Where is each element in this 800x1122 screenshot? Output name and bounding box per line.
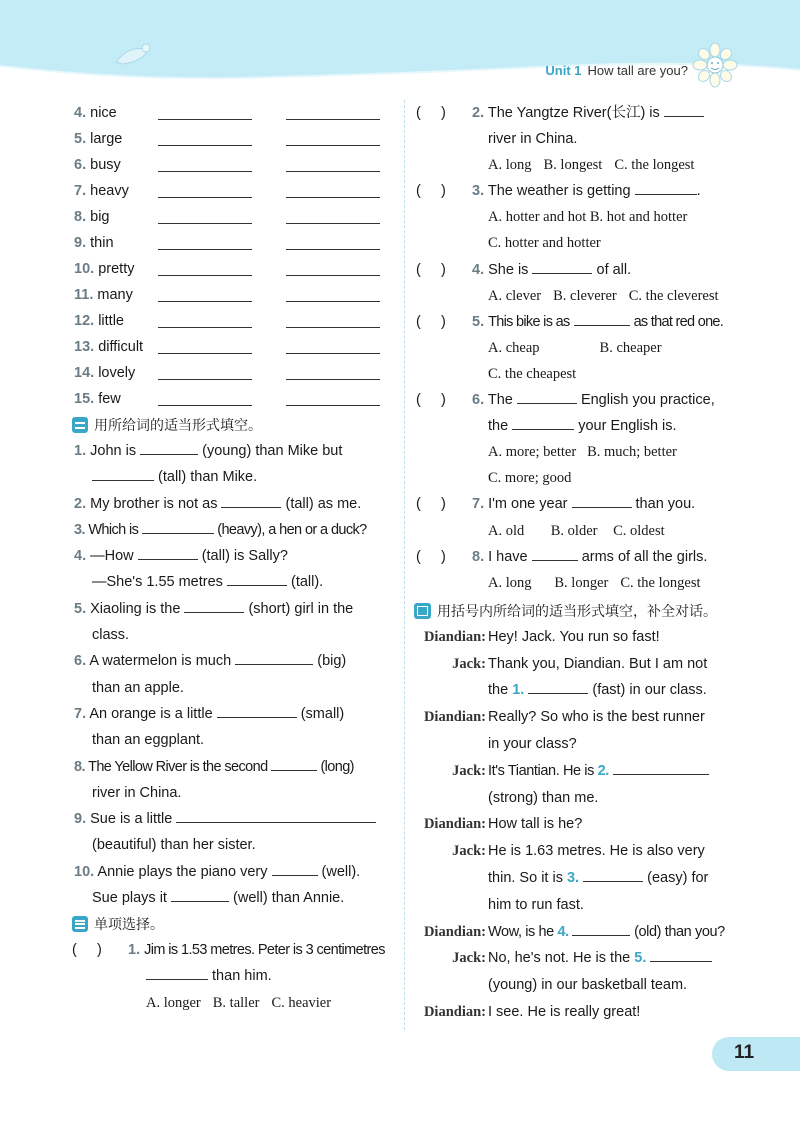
section-4-badge-icon [414,603,431,619]
answer-blank[interactable] [528,679,588,694]
superlative-blank[interactable] [286,145,380,146]
s2-q1-cont: (tall) than Mike. [74,464,394,490]
option-a[interactable]: A. long [488,574,532,591]
word-text: pretty [98,261,135,277]
word-number: 11. [74,287,94,303]
answer-blank[interactable] [92,466,154,481]
superlative-blank[interactable] [286,301,380,302]
left-column [74,100,394,1016]
dialogue-line-6-cont: thin. So it is 3. (easy) for [416,865,736,892]
dialogue-line-8: Jack: No, he's not. He is the 5. [416,945,736,972]
superlative-blank[interactable] [286,171,380,172]
s3-q1: ( ) 1. Jim is 1.53 metres. Peter is 3 centimetres [72,942,385,959]
answer-blank[interactable] [517,389,577,404]
word-number: 5. [74,131,87,147]
comparative-blank[interactable] [158,197,252,198]
sun-flower-icon [692,42,738,88]
comparative-blank[interactable] [158,353,252,354]
superlative-blank[interactable] [286,197,380,198]
s2-q10: 10. Annie plays the piano very (well). [74,859,394,885]
answer-blank[interactable] [176,808,376,823]
answer-blank[interactable] [512,415,574,430]
answer-blank[interactable] [272,861,318,876]
answer-blank[interactable] [235,650,313,665]
section-2-title: 用所给词的适当形式填空。 [94,417,262,433]
comparative-blank[interactable] [158,249,252,250]
column-divider [404,100,405,1030]
comparative-blank[interactable] [158,405,252,406]
option-b[interactable]: B. much; better [587,444,677,461]
s2-q4: 4. —How (tall) is Sally? [74,543,394,569]
s3-q6: ( ) 6. The English you practice, [416,387,736,413]
dialogue-line-2: Jack: Thank you, Diandian. But I am not [452,655,708,672]
option-b[interactable]: B. longer [554,574,609,591]
answer-blank[interactable] [184,598,244,613]
dialogue-line-2-cont: the 1. (fast) in our class. [416,677,736,704]
option-a[interactable]: A. old [488,522,525,539]
option-c[interactable]: C. the longest [614,157,695,174]
word-number: 7. [74,183,87,199]
word-row [74,256,394,282]
answer-blank[interactable] [271,756,317,771]
comparative-blank[interactable] [158,145,252,146]
word-number: 10. [74,261,95,277]
unit-title [545,63,688,78]
s3-q6-cont: the your English is. [416,413,736,439]
superlative-blank[interactable] [286,327,380,328]
dialogue-line-7: Diandian: Wow, is he 4. (old) than you? [416,919,736,946]
s2-q8-cont: river in China. [92,784,182,801]
section-4-title: 用括号内所给词的适当形式填空，补全对话。 [437,602,717,619]
s2-q5-cont: class. [92,627,130,644]
word-list [74,100,394,412]
comparative-blank[interactable] [158,327,252,328]
answer-blank[interactable] [532,259,592,274]
comparative-blank[interactable] [158,119,252,120]
answer-blank[interactable] [217,703,297,718]
s2-q4-cont: —She's 1.55 metres (tall). [74,569,394,595]
answer-blank[interactable] [146,965,208,980]
word-number: 13. [74,339,95,355]
unit-label: Unit 1 [545,63,582,78]
section-2-heading [72,412,394,438]
option-a[interactable]: A. cheap [488,339,540,356]
s3-q3-options-2 [416,230,736,256]
option-c[interactable]: C. oldest [613,522,665,539]
s3-q7-options [416,518,736,544]
s2-q10-cont: Sue plays it (well) than Annie. [74,885,394,911]
s3-q2-cont: river in China. [488,131,578,148]
answer-blank[interactable] [664,102,704,117]
answer-blank[interactable] [227,571,287,586]
option-a[interactable]: A. clever [488,287,542,304]
s3-q6-options-2 [416,465,736,491]
dialogue-line-1: Diandian: Hey! Jack. You run so fast! [423,628,660,645]
dialogue-line-8-cont: (young) in our basketball team. [488,977,688,994]
answer-blank[interactable] [574,311,630,326]
answer-blank[interactable] [613,760,709,775]
word-text: busy [90,157,121,173]
section-4-heading [414,598,736,624]
s2-q7-cont: than an eggplant. [92,732,205,749]
word-number: 6. [74,157,87,173]
word-text: lovely [98,365,136,381]
option-b[interactable]: B. taller [212,994,260,1011]
comparative-blank[interactable] [158,301,252,302]
s2-q5: 5. Xiaoling is the (short) girl in the [74,596,394,622]
answer-blank[interactable] [221,493,281,508]
word-row [74,386,394,412]
answer-blank[interactable] [650,947,712,962]
option-b[interactable]: B. older [550,522,598,539]
s3-q4: ( ) 4. She is of all. [416,257,736,283]
word-text: big [90,209,110,225]
s3-q1-options [74,990,394,1016]
answer-blank[interactable] [572,493,632,508]
option-a[interactable]: A. longer [146,994,201,1011]
word-number: 9. [74,235,87,251]
word-text: heavy [90,183,129,199]
s2-q2: 2. My brother is not as (tall) as me. [74,491,394,517]
word-number: 12. [74,313,95,329]
answer-blank[interactable] [532,546,578,561]
word-row [74,178,394,204]
word-row [74,282,394,308]
answer-blank[interactable] [171,887,229,902]
word-text: few [98,391,121,407]
word-text: large [90,131,123,147]
dialogue-line-6-cont-2: him to run fast. [488,896,584,913]
word-row [74,126,394,152]
section-2-badge-icon [72,417,88,433]
option-c[interactable]: C. the cleverest [628,287,719,304]
word-row [74,204,394,230]
option-a[interactable]: A. hotter and hot [488,209,587,226]
word-text: many [97,287,133,303]
s3-q5-options-2 [416,361,736,387]
s2-q8: 8. The Yellow River is the second (long) [74,754,394,780]
superlative-blank[interactable] [286,379,380,380]
s3-q7: ( ) 7. I'm one year than you. [416,491,736,517]
word-text: difficult [98,339,144,355]
option-a[interactable]: A. long [488,157,532,174]
word-number: 8. [74,209,87,225]
word-row [74,360,394,386]
s3-q4-options [416,283,736,309]
s2-q9: 9. Sue is a little [74,806,394,832]
word-number: 15. [74,391,95,407]
superlative-blank[interactable] [286,405,380,406]
option-b[interactable]: B. cleverer [553,287,617,304]
option-c[interactable]: C. more; good [488,470,572,487]
option-c[interactable]: C. the cheapest [488,365,577,382]
unit-name: How tall are you? [587,63,688,78]
word-row [74,334,394,360]
dialogue-line-3-cont: in your class? [488,735,577,752]
s2-q3: 3. Which is (heavy), a hen or a duck? [74,517,394,543]
word-row [74,152,394,178]
superlative-blank[interactable] [286,223,380,224]
s2-q9-cont: (beautiful) than her sister. [92,837,256,854]
word-row [74,230,394,256]
dialogue-line-4-cont: (strong) than me. [488,789,599,806]
dialogue-line-9: Diandian: I see. He is really great! [423,1003,641,1020]
answer-blank[interactable] [572,921,630,936]
comparative-blank[interactable] [158,171,252,172]
dialogue-line-5: Diandian: How tall is he? [423,816,583,833]
s3-q8-options [416,570,736,596]
option-a[interactable]: A. more; better [488,444,577,461]
answer-blank[interactable] [635,180,697,195]
option-b[interactable]: B. longest [543,157,603,174]
word-text: nice [90,105,117,121]
s3-q3: ( ) 3. The weather is getting . [416,178,736,204]
comparative-blank[interactable] [158,379,252,380]
s3-q8: ( ) 8. I have arms of all the girls. [416,544,736,570]
s3-q1-cont: than him. [74,963,394,989]
page-number-tab [712,1037,800,1071]
s3-q2: ( ) 2. The Yangtze River(长江) is [416,100,736,126]
leaf-icon [112,40,160,68]
word-number: 4. [74,105,87,121]
word-number: 14. [74,365,95,381]
superlative-blank[interactable] [286,119,380,120]
s3-q5: ( ) 5. This bike is as as that red one. [416,309,736,335]
option-c[interactable]: C. hotter and hotter [488,235,601,252]
option-c[interactable]: C. heavier [271,994,332,1011]
dialogue-line-4: Jack: It's Tiantian. He is 2. [416,758,736,785]
section-3-heading [72,911,394,937]
option-b[interactable]: B. hot and hotter [589,209,688,226]
option-b[interactable]: B. cheaper [599,339,662,356]
answer-blank[interactable] [138,545,198,560]
answer-blank[interactable] [140,440,198,455]
superlative-blank[interactable] [286,275,380,276]
right-column [416,100,736,1026]
answer-blank[interactable] [583,867,643,882]
dialogue-line-6: Jack: He is 1.63 metres. He is also very [452,843,705,860]
word-row [74,308,394,334]
s3-q5-options-1 [416,335,736,361]
s2-q1: 1. John is (young) than Mike but [74,438,394,464]
dialogue-line-3: Diandian: Really? So who is the best runner [423,709,705,726]
s2-q7: 7. An orange is a little (small) [74,701,394,727]
option-c[interactable]: C. the longest [620,574,701,591]
superlative-blank[interactable] [286,249,380,250]
s2-q6: 6. A watermelon is much (big) [74,648,394,674]
s3-q6-options-1 [416,439,736,465]
comparative-blank[interactable] [158,223,252,224]
answer-blank[interactable] [142,519,214,534]
word-text: thin [90,235,114,251]
word-row [74,100,394,126]
s3-q2-options [416,152,736,178]
section-3-title: 单项选择。 [94,916,164,933]
s3-q3-options-1 [416,204,736,230]
page-number: 11 [734,1042,755,1063]
superlative-blank[interactable] [286,353,380,354]
section-3-badge-icon [72,916,88,932]
word-text: little [98,313,124,329]
comparative-blank[interactable] [158,275,252,276]
s2-q6-cont: than an apple. [92,679,184,696]
